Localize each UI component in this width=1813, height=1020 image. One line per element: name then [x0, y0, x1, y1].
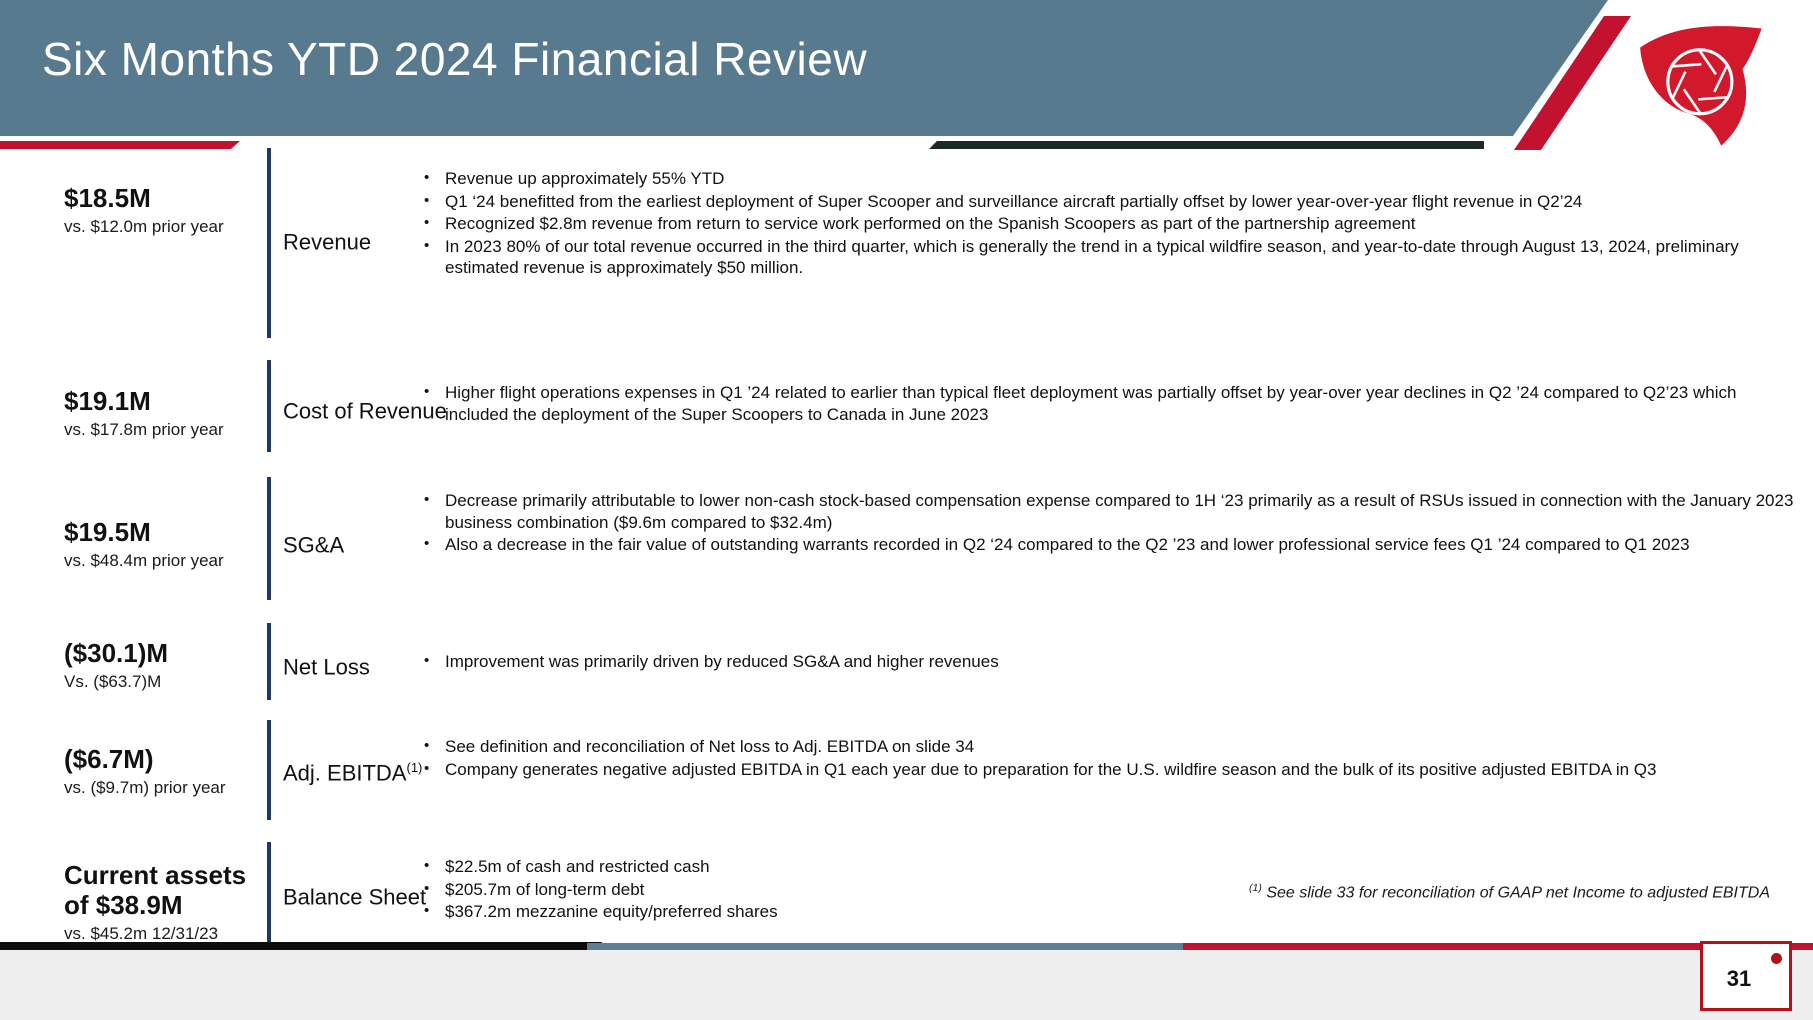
metric-value: $19.1M	[64, 386, 151, 416]
row-label-text: Balance Sheet	[283, 884, 427, 910]
metric-value: ($30.1)M	[64, 638, 169, 668]
bullet-item: • Q1 ‘24 benefitted from the earliest deployment of Super Scooper and surveillance aircraft partially offset by lower year-over-year flight revenue in Q2’24	[420, 191, 1798, 213]
bullet-list	[420, 382, 1798, 426]
bottom-stripe-blue	[587, 943, 1183, 950]
row-divider-line	[267, 842, 271, 942]
bullet-item: • Also a decrease in the fair value of outstanding warrants recorded in Q2 ‘24 compared to the Q2 ’23 and lower professional service fees Q1 ’24 compared to Q1 2023	[420, 534, 1798, 556]
bullet-item: • Higher flight operations expenses in Q1 ’24 related to earlier than typical fleet deployment was partially offset by year-over year declines in Q2 ’24 compared to Q2’23 which included the deployment of the Super Scoopers to Canada in June 2023	[420, 382, 1798, 425]
metric-note: Vs. ($63.7)M	[64, 672, 162, 691]
metric-value: $19.5M	[64, 517, 151, 547]
footnote	[1170, 882, 1770, 902]
row-label	[283, 760, 422, 786]
row-label	[283, 884, 426, 910]
metric-note: vs. ($9.7m) prior year	[64, 778, 226, 797]
row-label-text: SG&A	[283, 532, 345, 558]
footer-band	[0, 950, 1813, 1020]
aperture-logo-body	[1640, 26, 1762, 146]
bullet-item: • Recognized $2.8m revenue from return to service work performed on the Spanish Scoopers as part of the partnership agreement	[420, 213, 1798, 235]
metric-block	[64, 517, 259, 571]
metric-note: vs. $12.0m prior year	[64, 217, 224, 236]
metric-value: ($6.7M)	[64, 744, 154, 774]
metric-value: Current assets of $38.9M	[64, 860, 247, 920]
metric-block	[64, 860, 259, 944]
metric-block	[64, 744, 259, 798]
bullet-item: • Improvement was primarily driven by reduced SG&A and higher revenues	[420, 651, 1798, 673]
left-red-accent-bar	[0, 141, 240, 149]
row-label	[283, 532, 344, 558]
row-divider-line	[267, 720, 271, 820]
metric-value: $18.5M	[64, 183, 151, 213]
metric-note: vs. $48.4m prior year	[64, 551, 224, 570]
footnote-text: See slide 33 for reconciliation of GAAP net Income to adjusted EBITDA	[1261, 884, 1770, 902]
page-number: 31	[1726, 966, 1752, 991]
bullet-list	[420, 490, 1798, 557]
bullet-item: • $367.2m mezzanine equity/preferred shares	[420, 901, 1798, 923]
bullet-list	[420, 736, 1798, 781]
right-dark-accent-bar	[929, 141, 1484, 149]
row-divider-line	[267, 477, 271, 600]
bullet-list	[420, 168, 1798, 280]
metric-note: vs. $17.8m prior year	[64, 420, 224, 439]
bullet-list	[420, 651, 1798, 674]
row-divider-line	[267, 148, 271, 338]
bullet-item: • In 2023 80% of our total revenue occurred in the third quarter, which is generally the trend in a typical wildfire season, and year-to-date through August 13, 2024, preliminary estimated revenue is approximately $50 million.	[420, 236, 1798, 279]
row-label-superscript: (1)	[406, 760, 423, 775]
footnote-marker: (1)	[1249, 882, 1262, 894]
row-divider-line	[267, 360, 271, 452]
aperture-logo-icon	[1638, 22, 1766, 148]
bullet-item: • See definition and reconciliation of Net loss to Adj. EBITDA on slide 34	[420, 736, 1798, 758]
page-box-dot	[1771, 953, 1782, 964]
row-label	[283, 654, 370, 680]
metric-block	[64, 386, 259, 440]
row-label-text: Net Loss	[283, 654, 370, 680]
bullet-item: • Decrease primarily attributable to lower non-cash stock-based compensation expense compared to 1H ‘23 primarily as a result of RSUs issued in connection with the January 2023 business combination ($9.6m compared to $32.4m)	[420, 490, 1798, 533]
bullet-item: • Company generates negative adjusted EBITDA in Q1 each year due to preparation for the U.S. wildfire season and the bulk of its positive adjusted EBITDA in Q3	[420, 759, 1798, 781]
slide-title: Six Months YTD 2024 Financial Review	[42, 33, 868, 85]
row-label	[283, 229, 371, 255]
metric-block	[64, 183, 259, 237]
row-divider-line	[267, 623, 271, 700]
row-label-text: Cost of Revenue	[283, 398, 447, 424]
metric-block	[64, 638, 259, 692]
row-label-text: Adj. EBITDA	[283, 760, 407, 786]
bullet-item: • $22.5m of cash and restricted cash	[420, 856, 1798, 878]
bullet-item: • $205.7m of long-term debt	[420, 879, 1798, 901]
metric-note: vs. $45.2m 12/31/23	[64, 924, 219, 943]
bullet-item: • Revenue up approximately 55% YTD	[420, 168, 1798, 190]
row-label-text: Revenue	[283, 229, 372, 255]
page-number-box	[1700, 941, 1792, 1011]
